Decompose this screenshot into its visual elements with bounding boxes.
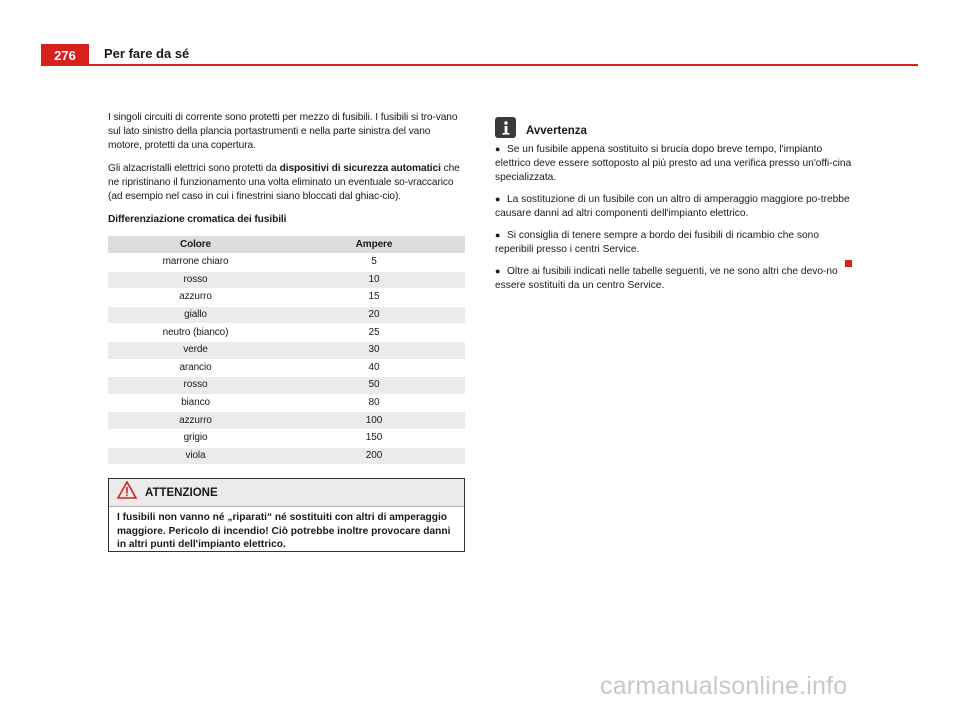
ampere-cell: 200 <box>283 447 465 465</box>
ampere-cell: 100 <box>283 412 465 430</box>
color-cell: arancio <box>179 361 212 373</box>
note-item-text: Si consiglia di tenere sempre a bordo dei fusibili di ricambio che sono reperibili presso i centri Service. <box>495 230 820 255</box>
color-cell: giallo <box>108 306 283 324</box>
watermark: carmanualsonline.info <box>600 672 848 700</box>
color-cell: rosso <box>108 271 283 289</box>
fuse-color-table <box>108 236 465 465</box>
color-cell: grigio <box>183 432 208 444</box>
color-cell: marrone chiaro <box>162 256 229 268</box>
color-cell: verde <box>108 341 283 359</box>
ampere-cell: 20 <box>283 306 465 324</box>
window-fuse-paragraph <box>108 162 465 204</box>
color-cell: viola <box>108 447 283 465</box>
section-end-marker <box>845 260 852 267</box>
info-icon <box>495 117 516 138</box>
header-divider <box>89 64 918 66</box>
ampere-cell: 5 <box>371 256 377 268</box>
table-row <box>108 324 465 342</box>
page-number: 276 <box>41 44 89 66</box>
table-row <box>108 254 465 272</box>
table-row <box>108 447 465 465</box>
table-header-row <box>108 236 465 254</box>
section-title: Per fare da sé <box>104 46 190 61</box>
table-row <box>108 429 465 447</box>
warning-header <box>109 479 464 507</box>
table-row <box>108 377 465 395</box>
bullet-icon: ● <box>495 194 501 204</box>
intro-paragraph: I singoli circuiti di corrente sono protetti per mezzo di fusibili. I fusibili si tro-vano sul lato sinistro della plancia portastrumenti e nella parte sinistra del vano motore, protetti da una copertura. <box>108 112 458 151</box>
table-heading: Differenziazione cromatica dei fusibili <box>108 214 287 225</box>
note-item-text: Oltre ai fusibili indicati nelle tabelle seguenti, ve ne sono altri che devo-no essere sostituiti da un centro Service. <box>495 266 838 291</box>
warning-box <box>108 478 465 552</box>
table-row <box>108 394 465 412</box>
note-item <box>495 228 855 257</box>
warning-text: I fusibili non vanno né „riparati“ né sostituiti con altri di amperaggio maggiore. Pericolo di incendio! Ciò potrebbe inoltre provocare danni in altri punti dell'impianto elettrico. <box>117 512 451 550</box>
ampere-cell: 150 <box>365 432 383 444</box>
note-title: Avvertenza <box>526 125 587 137</box>
left-column <box>108 111 465 465</box>
ampere-cell: 10 <box>283 271 465 289</box>
note-item <box>495 192 855 221</box>
table-row <box>108 341 465 359</box>
table-row <box>108 271 465 289</box>
table-row <box>108 412 465 430</box>
column-header-colore: Colore <box>108 236 283 254</box>
paragraph-bold-term: dispositivi di sicurezza automatici <box>279 163 441 174</box>
ampere-cell: 15 <box>368 291 380 303</box>
ampere-cell: 40 <box>368 361 380 373</box>
ampere-cell: 50 <box>283 377 465 395</box>
paragraph-text-end: che ne ripristinano il funzionamento una volta eliminato un eventuale so-vraccarico (ad esempio nel caso in cui i finestrini siano bloccati dal ghiac-cio). <box>108 163 460 202</box>
note-header <box>495 116 855 138</box>
bullet-icon: ● <box>495 230 501 240</box>
ampere-cell: 80 <box>368 397 380 409</box>
bullet-icon: ● <box>495 266 501 276</box>
warning-title: ATTENZIONE <box>145 486 218 499</box>
note-item <box>495 142 855 185</box>
color-cell: neutro (bianco) <box>162 326 229 338</box>
column-header-ampere: Ampere <box>283 236 465 254</box>
color-cell: rosso <box>108 377 283 395</box>
note-item-text: Se un fusibile appena sostituito si brucia dopo breve tempo, l'impianto elettrico deve essere sottoposto al più presto ad una verifica presso un'offi-cina specializzata. <box>495 144 852 183</box>
table-row <box>108 359 465 377</box>
table-row <box>108 306 465 324</box>
ampere-cell: 25 <box>368 326 380 338</box>
note-item-text: La sostituzione di un fusibile con un altro di amperaggio maggiore po-trebbe causare danni ad altri componenti dell'impianto elettrico. <box>495 194 850 219</box>
ampere-cell: 30 <box>283 341 465 359</box>
right-column <box>495 116 855 300</box>
bullet-icon: ● <box>495 144 501 154</box>
warning-triangle-icon <box>117 481 137 504</box>
table-row <box>108 289 465 307</box>
paragraph-text-start: Gli alzacristalli elettrici sono protetti da <box>108 163 280 174</box>
note-item <box>495 264 855 293</box>
color-cell: bianco <box>181 397 210 409</box>
color-cell: azzurro <box>108 412 283 430</box>
color-cell: azzurro <box>179 291 212 303</box>
